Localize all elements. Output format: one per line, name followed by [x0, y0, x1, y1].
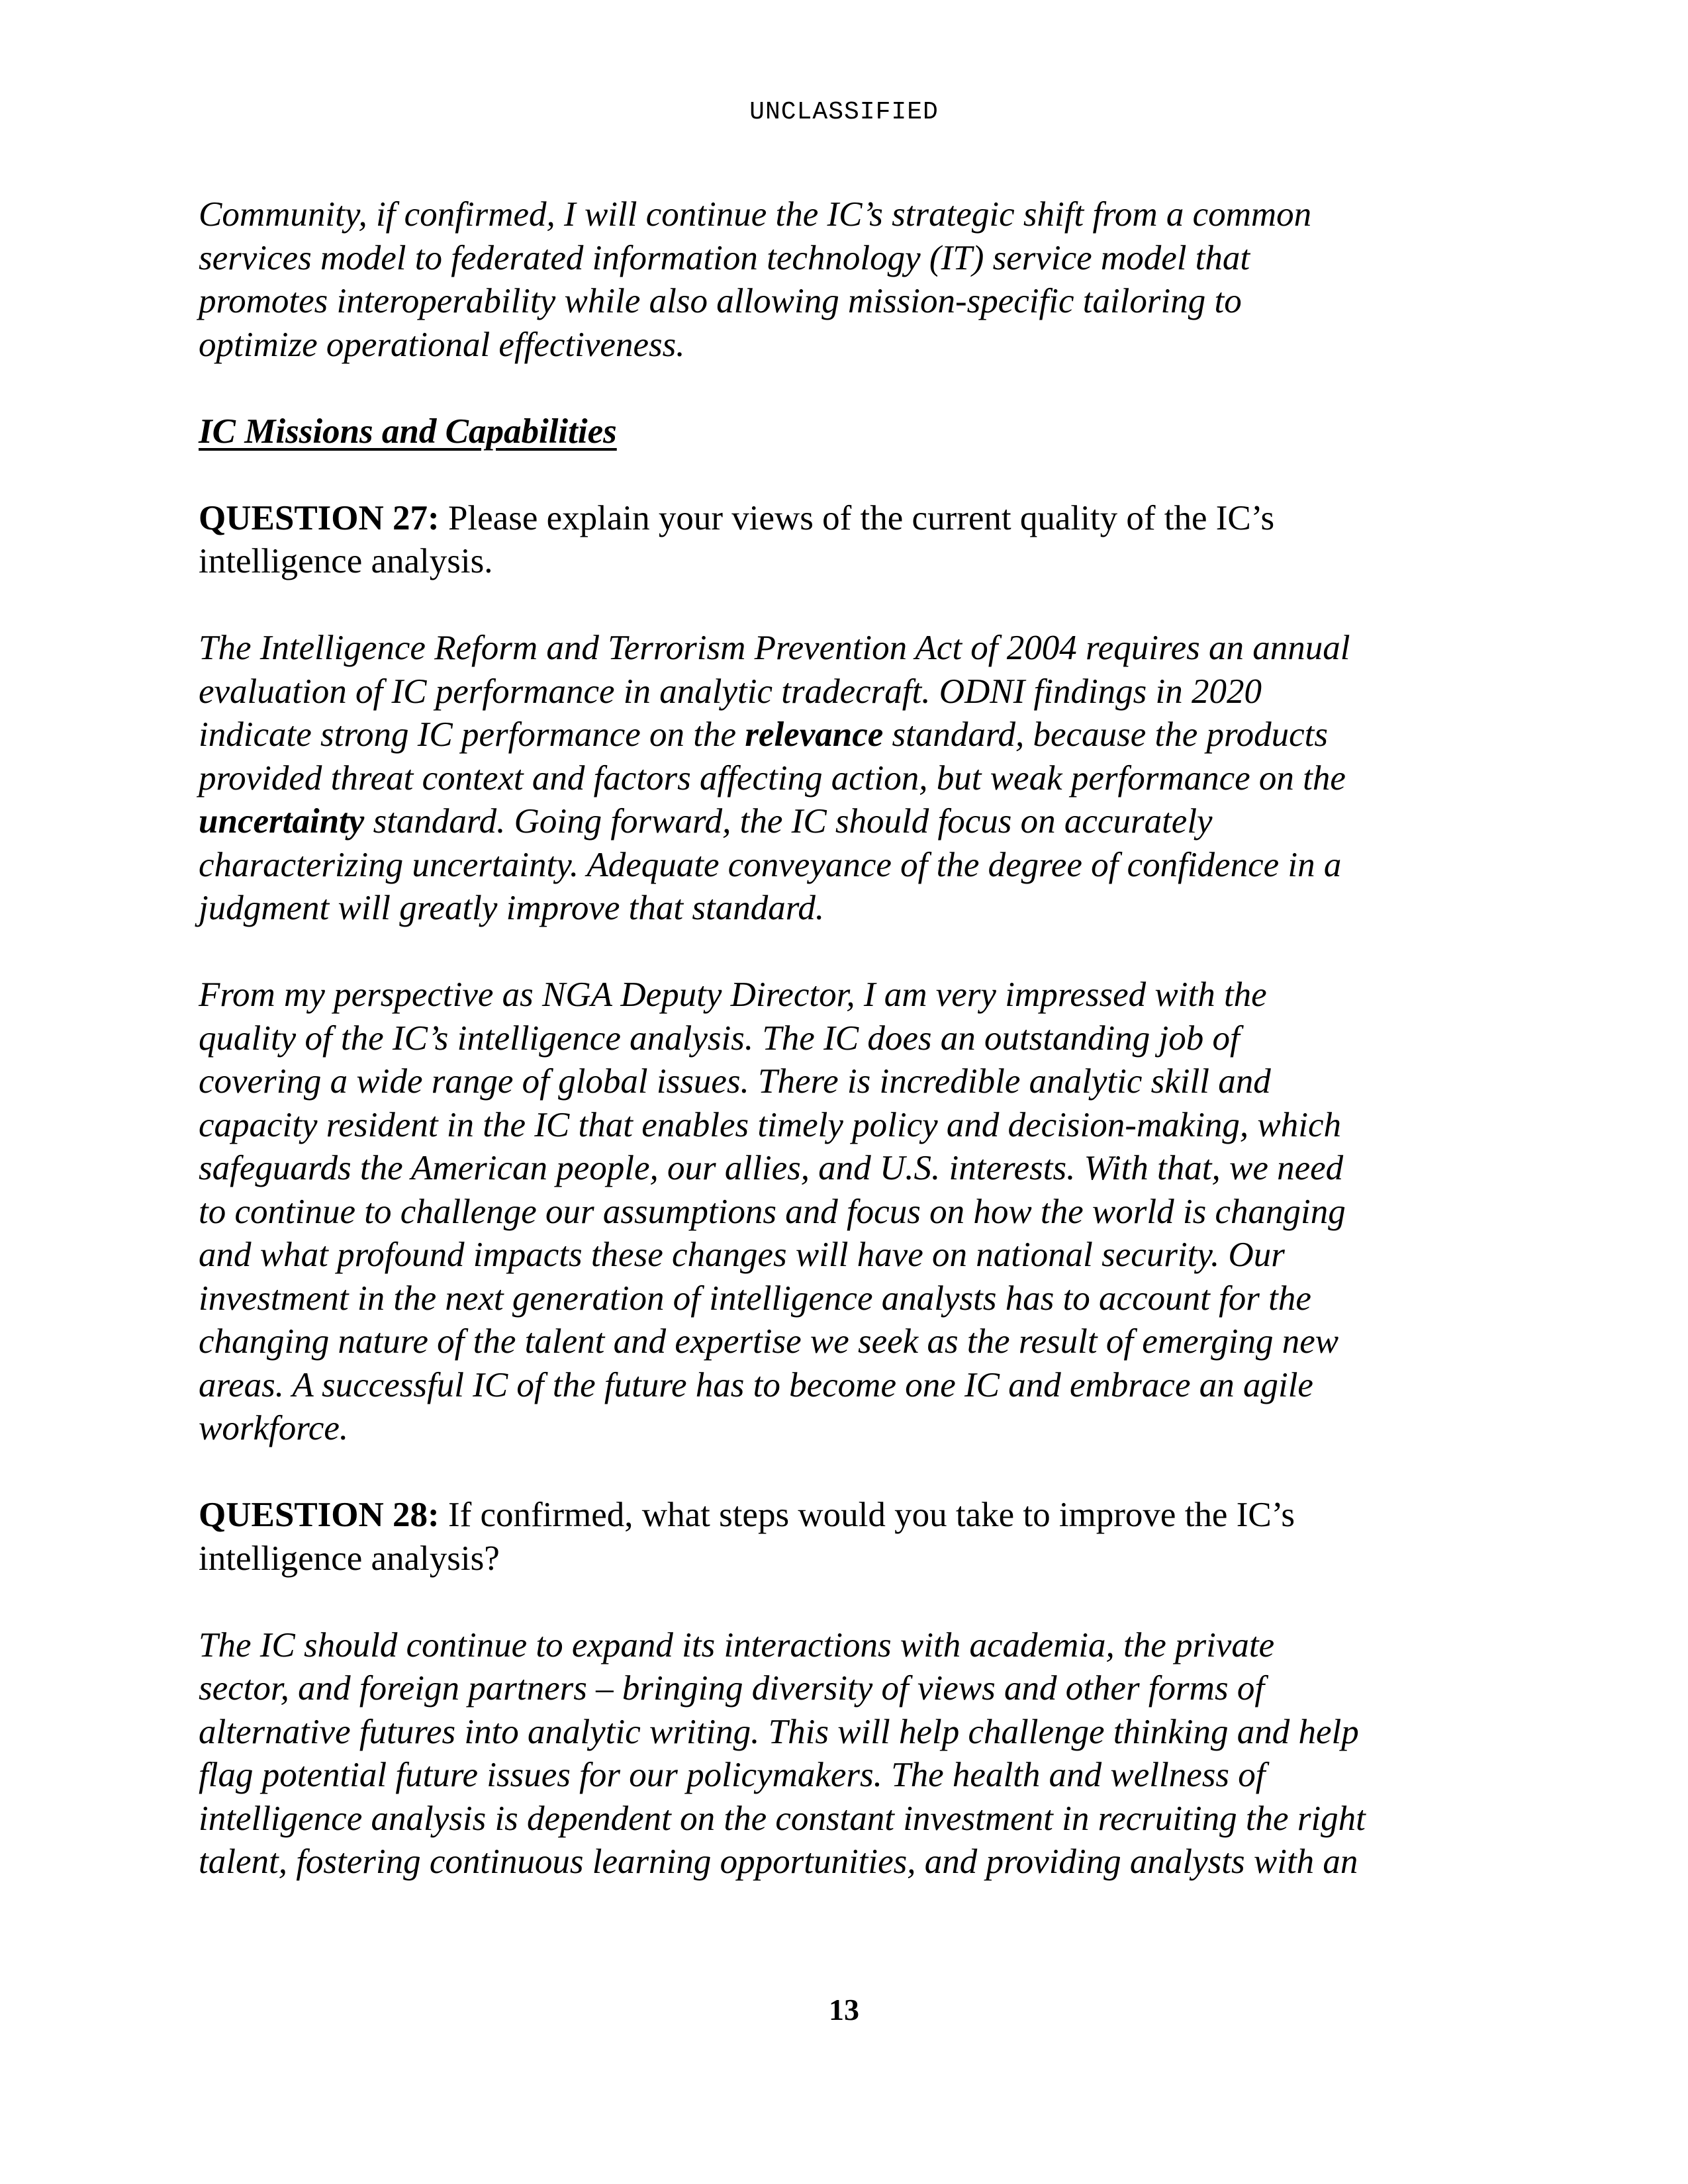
- emphasis-uncertainty: uncertainty: [199, 802, 365, 841]
- text-line: [199, 800, 1503, 844]
- text-line: capacity resident in the IC that enables timely policy and decision-making, which: [199, 1105, 1342, 1144]
- text-line: and what profound impacts these changes will have on national security. Our: [199, 1236, 1285, 1274]
- text-line: promotes interoperability while also allowing mission-specific tailoring to: [199, 282, 1242, 320]
- question-28-label: QUESTION 28:: [199, 1496, 440, 1534]
- text-line: workforce.: [199, 1409, 349, 1447]
- section-heading: IC Missions and Capabilities: [199, 412, 617, 451]
- page-number: 13: [829, 1993, 859, 2026]
- document-body: [199, 193, 1503, 1927]
- text-line: alternative futures into analytic writing. This will help challenge thinking and help: [199, 1712, 1359, 1751]
- question-27-label: QUESTION 27:: [199, 498, 440, 537]
- question-28-answer-paragraph-1: [199, 1624, 1503, 1884]
- text-line: sector, and foreign partners – bringing diversity of views and other forms of: [199, 1669, 1265, 1707]
- question-28: [199, 1494, 1503, 1580]
- text-line: investment in the next generation of intelligence analysts has to account for the: [199, 1279, 1311, 1318]
- text-line: changing nature of the talent and expertise we seek as the result of emerging new: [199, 1322, 1339, 1361]
- question-27-answer-paragraph-1: [199, 627, 1503, 931]
- question-28-text: If confirmed, what steps would you take to improve the IC’s: [439, 1496, 1295, 1534]
- text-line: evaluation of IC performance in analytic tradecraft. ODNI findings in 2020: [199, 672, 1262, 711]
- section-heading-block: [199, 410, 1503, 454]
- text-line: The Intelligence Reform and Terrorism Prevention Act of 2004 requires an annual: [199, 629, 1350, 667]
- question-27-answer-paragraph-2: [199, 974, 1503, 1451]
- text-run: standard. Going forward, the IC should focus on accurately: [364, 802, 1213, 841]
- question-28-text-cont: intelligence analysis?: [199, 1539, 500, 1578]
- text-line: provided threat context and factors affecting action, but weak performance on the: [199, 758, 1346, 797]
- question-27: [199, 497, 1503, 584]
- text-line: From my perspective as NGA Deputy Director, I am very impressed with the: [199, 976, 1267, 1014]
- text-line: flag potential future issues for our policymakers. The health and wellness of: [199, 1756, 1266, 1794]
- text-line: intelligence analysis is dependent on the constant investment in recruiting the right: [199, 1799, 1366, 1838]
- text-line: covering a wide range of global issues. There is incredible analytic skill and: [199, 1062, 1271, 1101]
- question-27-text: Please explain your views of the current quality of the IC’s: [439, 498, 1275, 537]
- text-line: safeguards the American people, our allies, and U.S. interests. With that, we need: [199, 1149, 1344, 1187]
- text-line: optimize operational effectiveness.: [199, 325, 685, 364]
- text-line: quality of the IC’s intelligence analysis. The IC does an outstanding job of: [199, 1019, 1240, 1058]
- text-line: Community, if confirmed, I will continue the IC’s strategic shift from a common: [199, 195, 1312, 234]
- text-run: indicate strong IC performance on the: [199, 715, 745, 754]
- text-line: areas. A successful IC of the future has to become one IC and embrace an agile: [199, 1365, 1313, 1404]
- classification-marking: UNCLASSIFIED: [749, 98, 939, 126]
- text-line: [199, 713, 1503, 757]
- text-line: The IC should continue to expand its interactions with academia, the private: [199, 1625, 1275, 1664]
- intro-paragraph: [199, 193, 1503, 367]
- text-run: standard, because the products: [883, 715, 1329, 754]
- emphasis-relevance: relevance: [745, 715, 884, 754]
- question-27-text-cont: intelligence analysis.: [199, 542, 493, 580]
- text-line: to continue to challenge our assumptions and focus on how the world is changing: [199, 1192, 1346, 1231]
- text-line: judgment will greatly improve that standard.: [199, 889, 825, 927]
- text-line: characterizing uncertainty. Adequate conveyance of the degree of confidence in a: [199, 845, 1342, 884]
- text-line: services model to federated information technology (IT) service model that: [199, 238, 1250, 277]
- text-line: talent, fostering continuous learning opportunities, and providing analysts with an: [199, 1843, 1358, 1881]
